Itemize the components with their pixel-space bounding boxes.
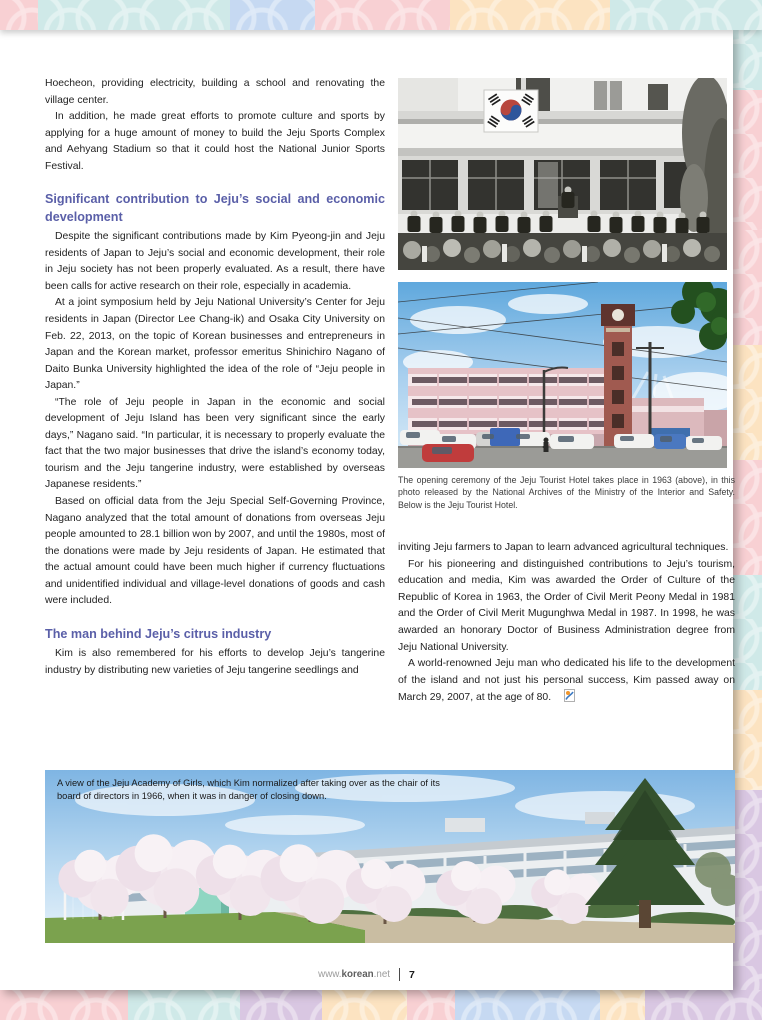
photo-opening-ceremony bbox=[398, 78, 727, 270]
pattern-square bbox=[128, 990, 240, 1020]
page-footer bbox=[0, 968, 733, 981]
background-pattern-bottom bbox=[0, 990, 762, 1020]
background-pattern-right bbox=[733, 0, 762, 1020]
pattern-square bbox=[733, 575, 762, 690]
hotel-photo-illustration bbox=[398, 282, 727, 468]
article-right-column bbox=[398, 78, 735, 707]
pattern-square bbox=[733, 790, 762, 1020]
paragraph: Despite the significant contributions made by Kim Pyeong-jin and Jeju residents of Japan to Jeju’s social and economic development, their role in Jeju society has not been properly evaluated. As a result, there have been calls for active research on their role, especially in academia. bbox=[45, 231, 385, 292]
paragraph: At a joint symposium held by Jeju National University’s Center for Jeju residents in Japan (Director Lee Chang-ik) and Osaka City University on Feb. 22, 2013, on the topic of Korean businesses and entrepreneurs in Japan and the Korean market, professor emeritus Shinichiro Nagano of Daito Bunka University highlighted the idea of the role of “Jeju people in Japan.” bbox=[45, 297, 385, 392]
pattern-square bbox=[230, 0, 315, 30]
footer-url-suffix: .net bbox=[373, 969, 391, 980]
article-left-column bbox=[45, 76, 385, 679]
pattern-square bbox=[315, 0, 450, 30]
paragraph-text: A world-renowned Jeju man who dedicated his life to the development of the island and not just his personal success, Kim passed away on March 29, 2007, at the age of 80. bbox=[398, 658, 735, 704]
paragraph: inviting Jeju farmers to Japan to learn advanced agricultural techniques. bbox=[398, 542, 729, 554]
paragraph: In addition, he made great efforts to promote culture and sports by applying for a huge amount of money to build the Jeju Sports Complex and Aehyang Stadium so that it could host the National Junior Sports Festival. bbox=[45, 111, 385, 172]
end-of-article-icon bbox=[554, 689, 575, 702]
article-right-text bbox=[398, 540, 735, 706]
background-pattern-top bbox=[0, 0, 762, 30]
footer-url-name: korean bbox=[341, 969, 374, 980]
pattern-square bbox=[645, 990, 762, 1020]
pattern-square bbox=[733, 690, 762, 790]
paragraph: “The role of Jeju people in Japan in the economic and social development of Jeju Island has been very significant since the early days,” Nagano said. “In particular, it is necessary to properly evaluate the fact that the two major businesses that drive the island’s economy today, tourism and the Jeju tangerine industry, were established by overseas Japanese residents.” bbox=[45, 396, 385, 491]
pattern-square bbox=[733, 345, 762, 460]
section-heading: Significant contribution to Jeju’s social and economic development bbox=[45, 192, 385, 224]
pattern-square bbox=[450, 0, 610, 30]
magazine-page bbox=[0, 30, 733, 990]
pattern-square bbox=[322, 990, 407, 1020]
paragraph: Kim is also remembered for his efforts to develop Jeju’s tangerine industry by distributing new varieties of Jeju tangerine seedlings and bbox=[45, 648, 385, 676]
pattern-square bbox=[240, 990, 322, 1020]
paragraph: Hoecheon, providing electricity, building a school and renovating the village center. bbox=[45, 78, 385, 106]
photo-caption: The opening ceremony of the Jeju Tourist Hotel takes place in 1963 (above), in this photo released by the National Archives of the Ministry of the Interior and Safety. Below is the Jeju Tourist Hotel. bbox=[398, 475, 735, 510]
footer-divider bbox=[399, 968, 400, 981]
photo-jeju-academy-of-girls bbox=[45, 770, 735, 943]
page-number: 7 bbox=[409, 968, 415, 981]
footer-url-prefix: www. bbox=[318, 969, 342, 980]
pattern-square bbox=[733, 460, 762, 575]
ceremony-photo-illustration bbox=[398, 78, 727, 270]
pattern-square bbox=[600, 990, 645, 1020]
paragraph: For his pioneering and distinguished contributions to Jeju’s tourism, education and media, Kim was awarded the Order of Culture of the Republic of Korea in 1963, the Order of Civil Merit Peony Medal in 1981 and the Order of Civil Merit Mugunghwa Medal in 1987. In 1998, he was awarded an honorary Doctor of Business Administration degree from Jeju National University. bbox=[398, 558, 735, 653]
paragraph-with-endmark bbox=[398, 656, 735, 707]
photo-jeju-tourist-hotel bbox=[398, 282, 727, 468]
pattern-square bbox=[407, 990, 455, 1020]
pattern-square bbox=[455, 990, 600, 1020]
paragraph: Based on official data from the Jeju Special Self-Governing Province, Nagano analyzed that the total amount of donations from overseas Jeju people amounted to 28.1 billion won by 2007, and until the 1980s, most of the donations were made by Jeju residents of Japan. He estimated that the actual amount could have been much higher if currency fluctuations and unidentified individual and village-level donations of goods and cash were included. bbox=[45, 496, 385, 607]
pattern-square bbox=[733, 90, 762, 230]
korean-flag bbox=[484, 90, 538, 132]
pattern-square bbox=[610, 0, 762, 30]
section-heading: The man behind Jeju’s citrus industry bbox=[45, 626, 272, 641]
pattern-square bbox=[733, 230, 762, 345]
pattern-square bbox=[38, 0, 230, 30]
pattern-square bbox=[0, 0, 38, 30]
photo-caption: A view of the Jeju Academy of Girls, which Kim normalized after taking over as the chair of its board of directors in 1966, when it was in danger of closing down. bbox=[57, 778, 440, 802]
pattern-square bbox=[0, 990, 128, 1020]
